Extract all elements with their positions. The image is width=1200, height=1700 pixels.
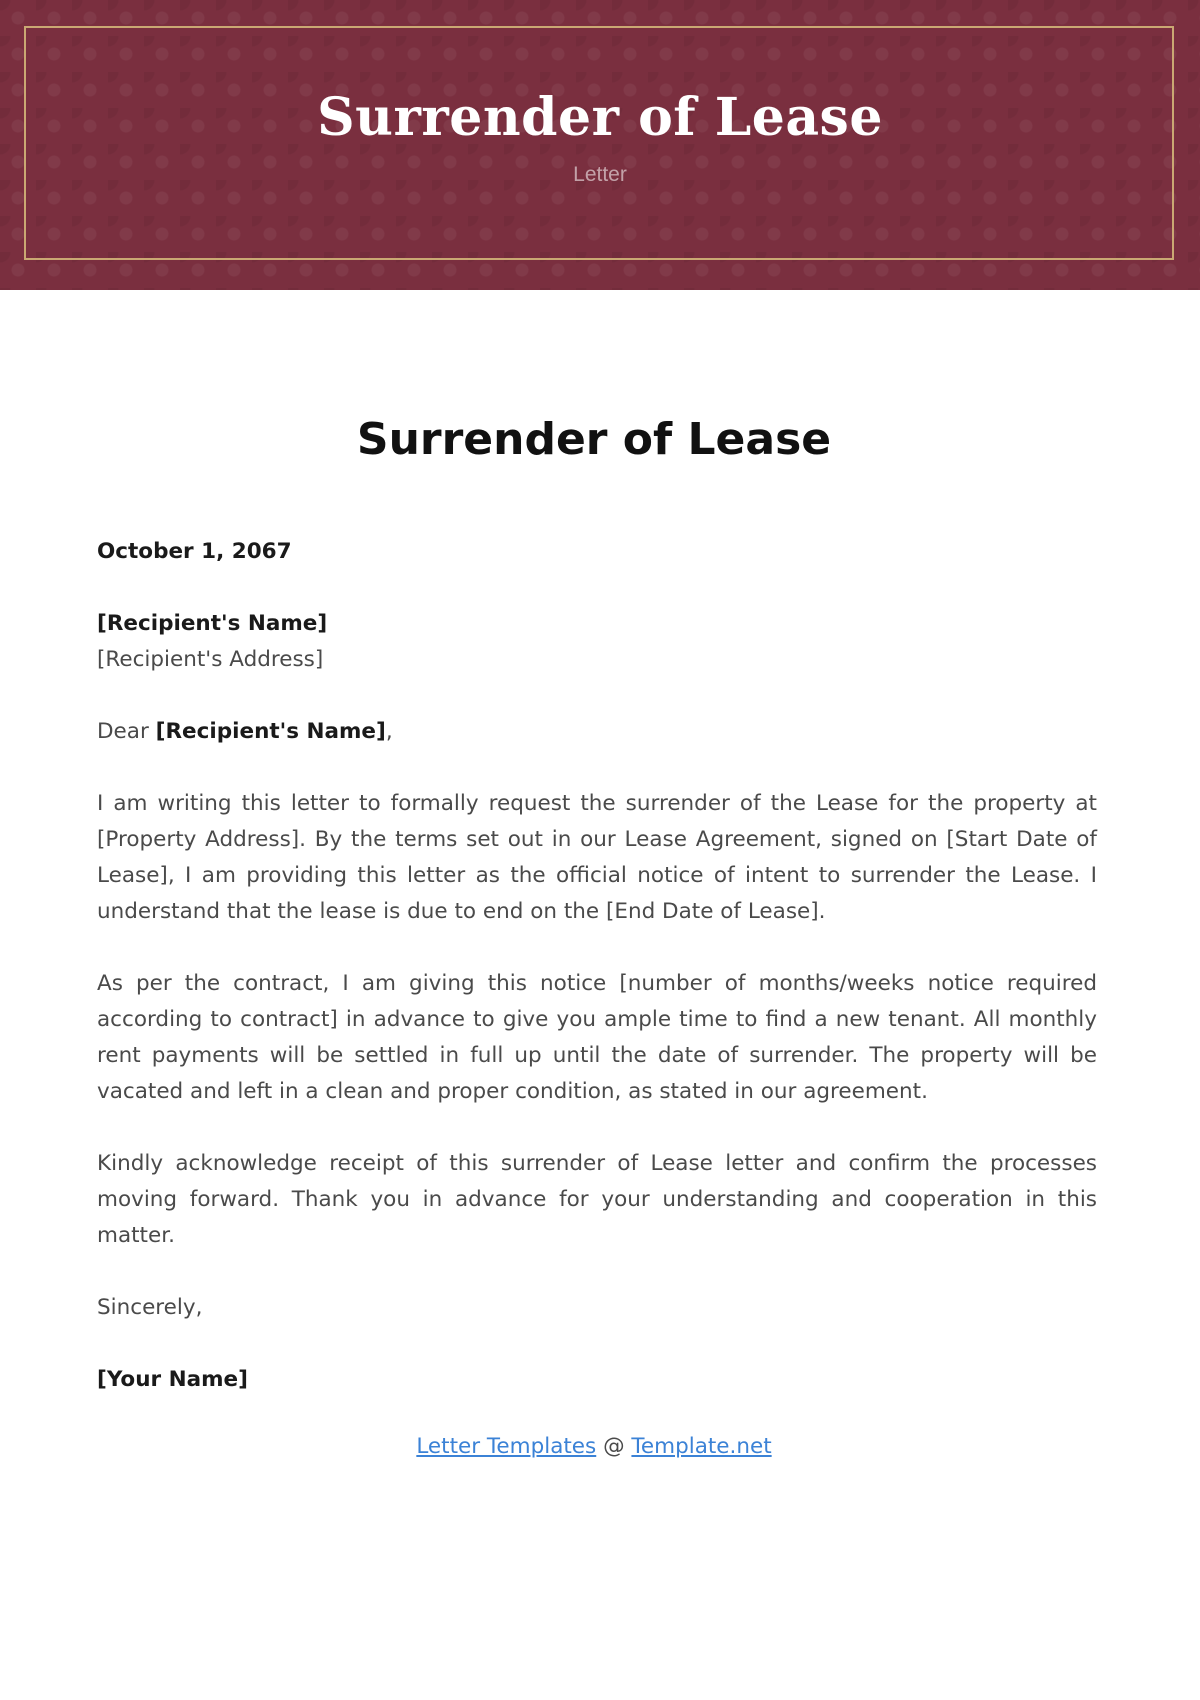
- letter-body: [97, 534, 1097, 1434]
- letter-templates-link[interactable]: Letter Templates: [416, 1434, 597, 1459]
- salutation: [97, 714, 1097, 750]
- banner-title: Surrender of Lease: [317, 87, 883, 148]
- recipient-address: [Recipient's Address]: [97, 647, 324, 672]
- salutation-prefix: Dear: [97, 719, 149, 744]
- document-title: Surrender of Lease: [356, 414, 832, 465]
- body-paragraph-2: As per the contract, I am giving this notice [number of months/weeks notice required according to contract] in advance to give you ample time to find a new tenant. All monthly rent payments will be settled in full up until the date of surrender. The property will be vacated and left in a clean and proper condition, as stated in our agreement.: [97, 971, 1097, 1104]
- banner-subtitle: Letter: [573, 163, 627, 186]
- footer-credit: [0, 1434, 1188, 1459]
- template-net-link[interactable]: Template.net: [631, 1434, 772, 1459]
- footer-separator: @: [603, 1434, 625, 1459]
- body-paragraph-3: Kindly acknowledge receipt of this surrender of Lease letter and confirm the processes moving forward. Thank you in advance for your understanding and cooperation in this matter.: [97, 1151, 1097, 1248]
- signature: [Your Name]: [97, 1367, 248, 1392]
- salutation-suffix: ,: [385, 719, 393, 744]
- recipient-name: [Recipient's Name]: [97, 611, 328, 636]
- body-paragraph-1: I am writing this letter to formally request the surrender of the Lease for the property at [Property Address]. By the terms set out in our Lease Agreement, signed on [Start Date of Lease], I am providing this letter as the official notice of intent to surrender the Lease. I understand that the lease is due to end on the [End Date of Lease].: [97, 791, 1097, 924]
- closing: Sincerely,: [97, 1295, 203, 1320]
- letter-date: October 1, 2067: [97, 539, 292, 564]
- salutation-name: [Recipient's Name]: [155, 719, 386, 744]
- recipient-block: [97, 606, 1097, 678]
